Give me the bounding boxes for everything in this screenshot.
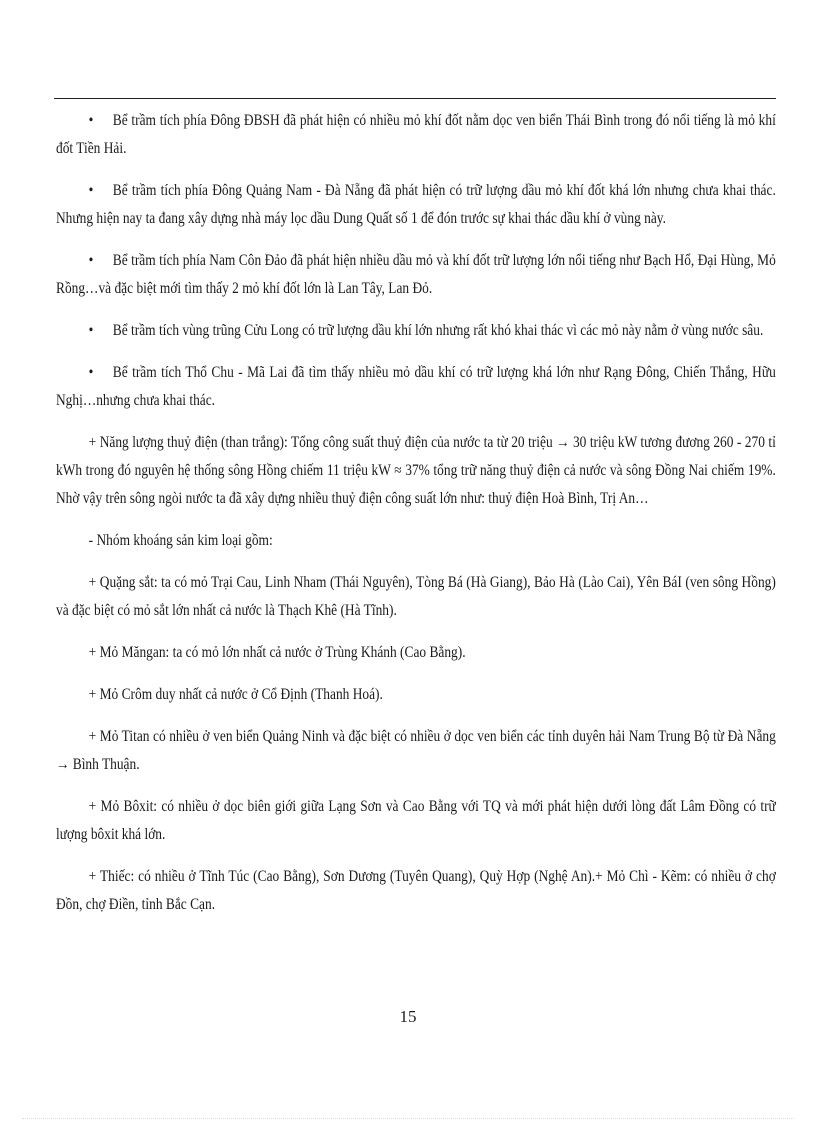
- paragraph-text: Bể trầm tích phía Đông Quảng Nam - Đà Nẵng đã phát hiện có trữ lượng dầu mỏ khí đốt khá lớn nhưng chưa khai thác. Nhưng hiện nay ta đang xây dựng nhà máy lọc dầu Dung Quất số 1 để đón trước sự khai thác dầu khí ở vùng này.: [56, 182, 776, 227]
- paragraph: [56, 639, 776, 667]
- paragraph-text: + Quặng sắt: ta có mỏ Trại Cau, Linh Nham (Thái Nguyên), Tòng Bá (Hà Giang), Bảo Hà (Lào Cai), Yên BáI (ven sông Hồng) và đặc biệt có mỏ sắt lớn nhất cả nước là Thạch Khê (Hà Tĩnh).: [56, 574, 776, 619]
- header-rule: [54, 98, 776, 99]
- paragraph-text: Bể trầm tích vùng trũng Cửu Long có trữ lượng dầu khí lớn nhưng rất khó khai thác vì các mỏ này nằm ở vùng nước sâu.: [112, 322, 764, 339]
- paragraph: [56, 569, 776, 625]
- paragraph-text: Bể trầm tích phía Nam Côn Đảo đã phát hiện nhiều dầu mỏ và khí đốt trữ lượng lớn nổi tiếng như Bạch Hổ, Đại Hùng, Mỏ Rồng…và đặc biệt mới tìm thấy 2 mỏ khí đốt lớn là Lan Tây, Lan Đỏ.: [56, 252, 776, 297]
- paragraph-text: + Mỏ Crôm duy nhất cả nước ở Cổ Định (Thanh Hoá).: [88, 686, 383, 703]
- bullet-paragraph: [56, 359, 776, 415]
- paragraph-text: + Mỏ Titan có nhiều ở ven biển Quảng Ninh và đặc biệt có nhiều ở dọc ven biển các tỉnh duyên hải Nam Trung Bộ từ Đà Nẵng → Bình Thuận.: [56, 728, 776, 773]
- bullet-icon: •: [88, 322, 94, 339]
- paragraph-text: Bể trầm tích phía Đông ĐBSH đã phát hiện có nhiều mỏ khí đốt nằm dọc ven biển Thái Bình trong đó nổi tiếng là mỏ khí đốt Tiền Hải.: [56, 112, 776, 157]
- paragraph-text: - Nhóm khoáng sản kim loại gồm:: [88, 532, 273, 549]
- bullet-paragraph: [56, 177, 776, 233]
- bullet-paragraph: [56, 317, 776, 345]
- paragraph: [56, 863, 776, 919]
- bullet-icon: •: [88, 364, 94, 381]
- paragraph: [56, 527, 776, 555]
- paragraph-text: Bể trầm tích Thổ Chu - Mã Lai đã tìm thấy nhiều mỏ dầu khí có trữ lượng khá lớn như Rạng Đông, Chiến Thắng, Hữu Nghị…nhưng chưa khai thác.: [56, 364, 776, 409]
- bullet-icon: •: [88, 112, 94, 129]
- paragraph-text: + Mỏ Bôxit: có nhiều ở dọc biên giới giữa Lạng Sơn và Cao Bằng với TQ và mới phát hiện dưới lòng đất Lâm Đồng có trữ lượng bôxit khá lớn.: [56, 798, 776, 843]
- paragraph: [56, 793, 776, 849]
- page-bottom-divider: [22, 1118, 794, 1119]
- bullet-paragraph: [56, 247, 776, 303]
- paragraph-text: + Thiếc: có nhiều ở Tĩnh Túc (Cao Bằng), Sơn Dương (Tuyên Quang), Quỳ Hợp (Nghệ An).+ Mỏ Chì - Kẽm: có nhiều ở chợ Đồn, chợ Điền, tỉnh Bắc Cạn.: [56, 868, 776, 913]
- bullet-paragraph: [56, 107, 776, 163]
- paragraph: [56, 429, 776, 513]
- bullet-icon: •: [88, 252, 94, 269]
- paragraph: [56, 723, 776, 779]
- document-body: [56, 107, 776, 933]
- page-number: 15: [399, 1007, 417, 1026]
- paragraph-text: + Năng lượng thuỷ điện (than trắng): Tổng công suất thuỷ điện của nước ta từ 20 triệu → 30 triệu kW tương đương 260 - 270 tỉ kWh trong đó nguyên hệ thống sông Hồng chiếm 11 triệu kW ≈ 37% tổng trữ năng thuỷ điện cả nước và sông Đồng Nai chiếm 19%. Nhờ vậy trên sông ngòi nước ta đã xây dựng nhiều thuỷ điện công suất lớn như: thuỷ điện Hoà Bình, Trị An…: [56, 434, 776, 507]
- bullet-icon: •: [88, 182, 94, 199]
- paragraph-text: + Mỏ Măngan: ta có mỏ lớn nhất cả nước ở Trùng Khánh (Cao Bằng).: [88, 644, 466, 661]
- paragraph: [56, 681, 776, 709]
